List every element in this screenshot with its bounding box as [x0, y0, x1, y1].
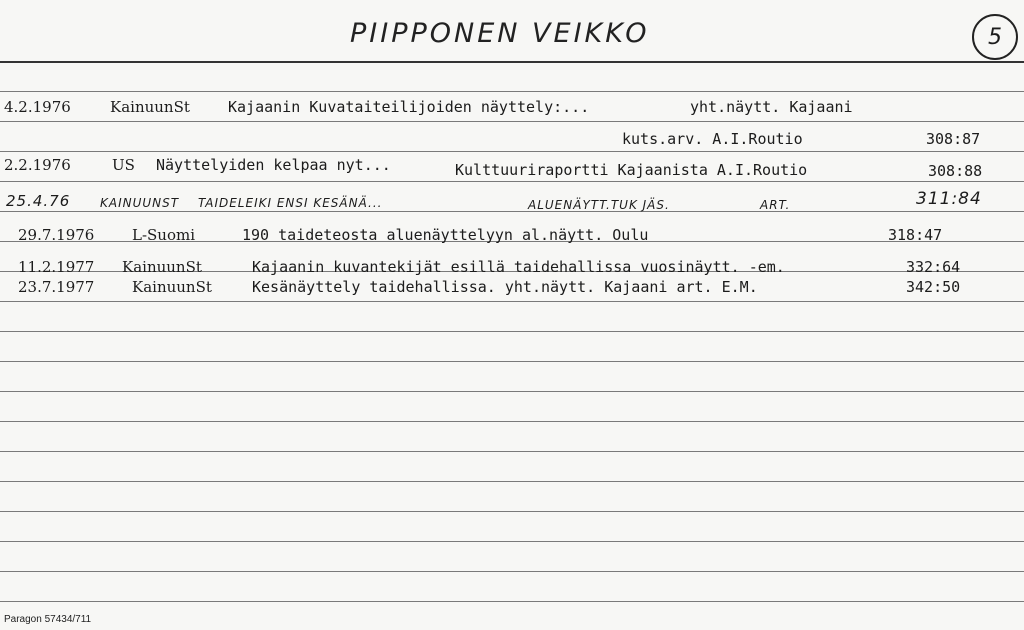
ruled-line	[0, 451, 1024, 452]
entry-text: Kajaanin Kuvataiteilijoiden näyttely:...	[228, 98, 590, 116]
ruled-line	[0, 121, 1024, 122]
entry-note: yht.näytt. Kajaani	[690, 98, 853, 116]
ruled-line	[0, 151, 1024, 152]
entry-source: KainuunSt	[110, 98, 190, 116]
entry-ref: 342:50	[906, 278, 961, 296]
entry-text: Näyttelyiden kelpaa nyt...	[156, 156, 391, 174]
header-rule	[0, 61, 1024, 63]
entry-ref: 308:87	[926, 130, 981, 148]
entry-source: US	[112, 156, 135, 174]
card-title: PIIPPONEN VEIKKO	[350, 18, 650, 49]
entry-source: KAINUUNST	[100, 196, 180, 210]
entry-ref: 318:47	[888, 226, 943, 244]
ruled-line	[0, 181, 1024, 182]
entry-note: ALUENÄYTT.TUK JÄS.	[528, 198, 670, 212]
ruled-line	[0, 361, 1024, 362]
entry-text: Kajaanin kuvantekijät esillä taidehallissa vuosinäytt. -em.	[252, 258, 785, 276]
entry-date: 2.2.1976	[4, 156, 71, 174]
ruled-line	[0, 421, 1024, 422]
entry-source: KainuunSt	[122, 258, 202, 276]
ruled-line	[0, 481, 1024, 482]
entry-note-secondary: kuts.arv. A.I.Routio	[622, 130, 803, 148]
ruled-line	[0, 541, 1024, 542]
entry-date: 25.4.76	[6, 192, 71, 210]
entry-date: 29.7.1976	[18, 226, 95, 244]
entry-text: TAIDELEIKI ENSI KESÄNÄ...	[198, 196, 383, 210]
ruled-line	[0, 331, 1024, 332]
entry-note: Kulttuuriraportti Kajaanista A.I.Routio	[455, 161, 808, 179]
entry-date: 11.2.1977	[18, 258, 95, 276]
ruled-line	[0, 571, 1024, 572]
entry-note-secondary: ART.	[760, 198, 791, 212]
entry-source: L-Suomi	[132, 226, 196, 244]
entry-ref: 332:64	[906, 258, 961, 276]
entry-date: 23.7.1977	[18, 278, 95, 296]
ruled-line	[0, 91, 1024, 92]
entry-source: KainuunSt	[132, 278, 212, 296]
entry-date: 4.2.1976	[4, 98, 71, 116]
ruled-line	[0, 511, 1024, 512]
entry-ref: 311:84	[916, 189, 982, 209]
entry-text: 190 taideteosta aluenäyttelyyn al.näytt. Oulu	[242, 226, 649, 244]
entry-ref: 308:88	[928, 162, 983, 180]
ruled-line	[0, 391, 1024, 392]
ruled-line	[0, 601, 1024, 602]
card-number-badge: 5	[972, 14, 1018, 60]
entry-text: Kesänäyttely taidehallissa. yht.näytt. Kajaani art. E.M.	[252, 278, 758, 296]
ruled-line	[0, 301, 1024, 302]
print-label: Paragon 57434/711	[4, 614, 92, 625]
